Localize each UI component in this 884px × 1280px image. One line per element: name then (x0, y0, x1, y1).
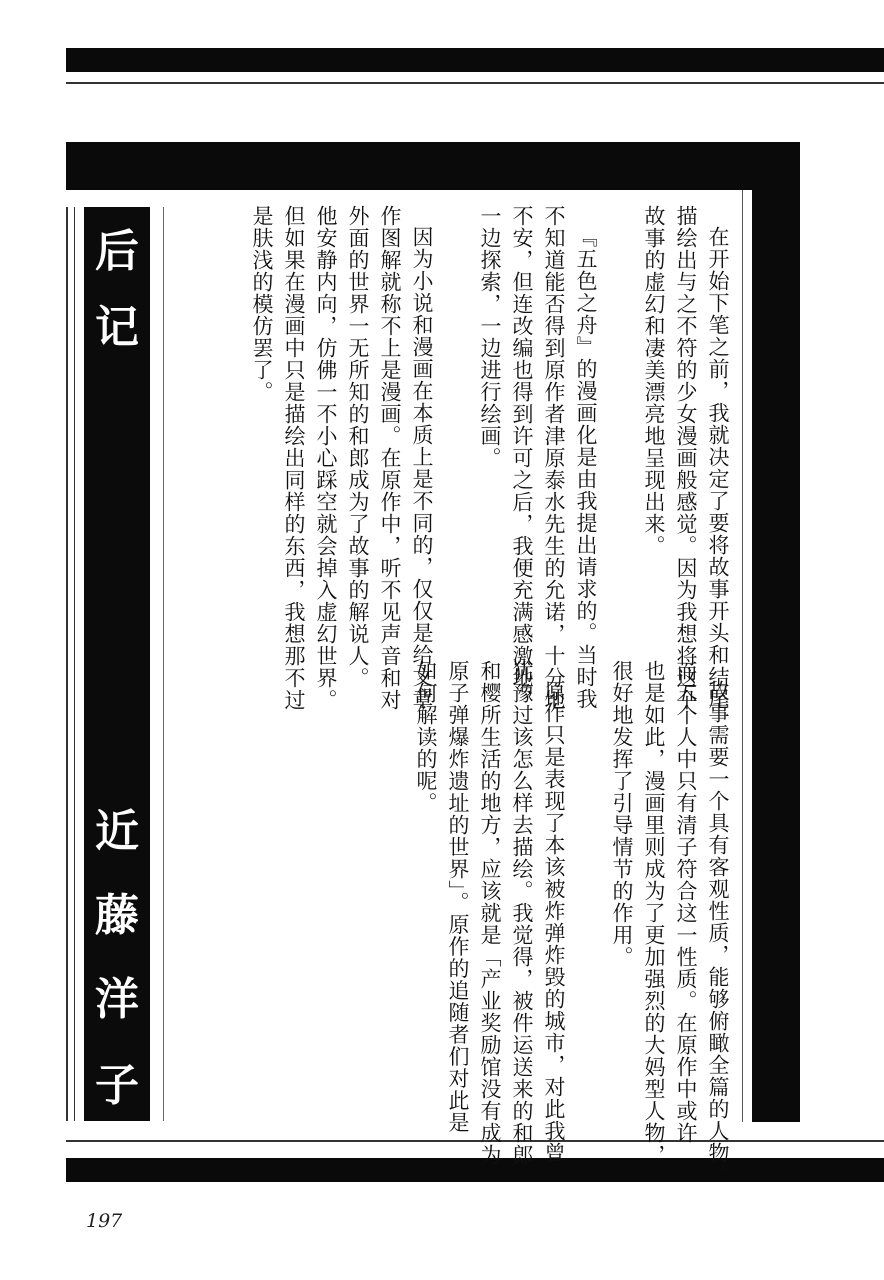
top-black-bar (66, 48, 884, 72)
paragraph-line: 如何解读的呢。 (414, 660, 438, 814)
author-char: 藤 (95, 890, 139, 941)
paragraph-line: 他安静内向，仿佛一不小心踩空就会掉入虚幻世界。 (314, 205, 338, 711)
title-char: 记 (95, 302, 139, 353)
paragraph-line: 犹豫过该怎么样去描绘。我觉得，被件运送来的和郎 (510, 660, 534, 1166)
top-thin-rule (66, 82, 884, 84)
paragraph-line: 是肤浅的模仿罢了。 (250, 205, 274, 403)
paragraph-line: 因为小说和漫画在本质上是不同的，仅仅是给文章 (410, 226, 434, 710)
paragraph-line: 但如果在漫画中只是描绘出同样的东西，我想那不过 (282, 205, 306, 711)
paragraph-line: 一边探索，一边进行绘画。 (478, 205, 502, 469)
paragraph-line: 故事的虚幻和凄美漂亮地呈现出来。 (642, 205, 666, 557)
paragraph-line: 不知道能否得到原作者津原泰水先生的允诺，十分地 (542, 205, 566, 711)
paragraph-line: 在开始下笔之前，我就决定了要将故事开头和结尾 (706, 226, 730, 710)
left-rule-1 (66, 207, 68, 1121)
strip-side-rule (163, 207, 164, 1121)
paragraph-line: 原作只是表现了本该被炸弹炸毁的城市，对此我曾 (542, 680, 566, 1164)
page-number: 197 (86, 1210, 123, 1232)
paragraph-line: 而五个人中只有清子符合这一性质。在原作中或许 (674, 660, 698, 1144)
title-char: 后 (95, 226, 139, 277)
paragraph-line: 原子弹爆炸遗址的世界」。原作的追随者们对此是 (446, 660, 470, 1134)
paragraph-line: 描绘出与之不符的少女漫画般感觉。因为我想将这个 (674, 205, 698, 711)
frame-inner-right-rule (742, 190, 743, 1122)
title-strip (84, 207, 150, 1121)
frame-right-bar (752, 142, 800, 1122)
paragraph-line: 故事需要一个具有客观性质，能够俯瞰全篇的人物。 (706, 680, 730, 1186)
paragraph-line: 很好地发挥了引导情节的作用。 (610, 660, 634, 968)
author-char: 子 (95, 1060, 139, 1111)
author-char: 近 (95, 806, 139, 857)
author-char: 洋 (95, 974, 139, 1025)
paragraph-line: 也是如此，漫画里则成为了更加强烈的大妈型人物， (642, 660, 666, 1166)
left-rule-2 (74, 207, 75, 1121)
paragraph-line: 『五色之舟』的漫画化是由我提出请求的。当时我 (574, 226, 598, 710)
paragraph-line: 作图解就称不上是漫画。在原作中，听不见声音和对 (378, 205, 402, 711)
frame-top-bar (66, 142, 800, 190)
paragraph-line: 不安，但连改编也得到许可之后，我便充满感激地， (510, 205, 534, 711)
paragraph-line: 和樱所生活的地方，应该就是「产业奖励馆没有成为 (478, 660, 502, 1166)
paragraph-line: 外面的世界一无所知的和郎成为了故事的解说人。 (346, 205, 370, 689)
